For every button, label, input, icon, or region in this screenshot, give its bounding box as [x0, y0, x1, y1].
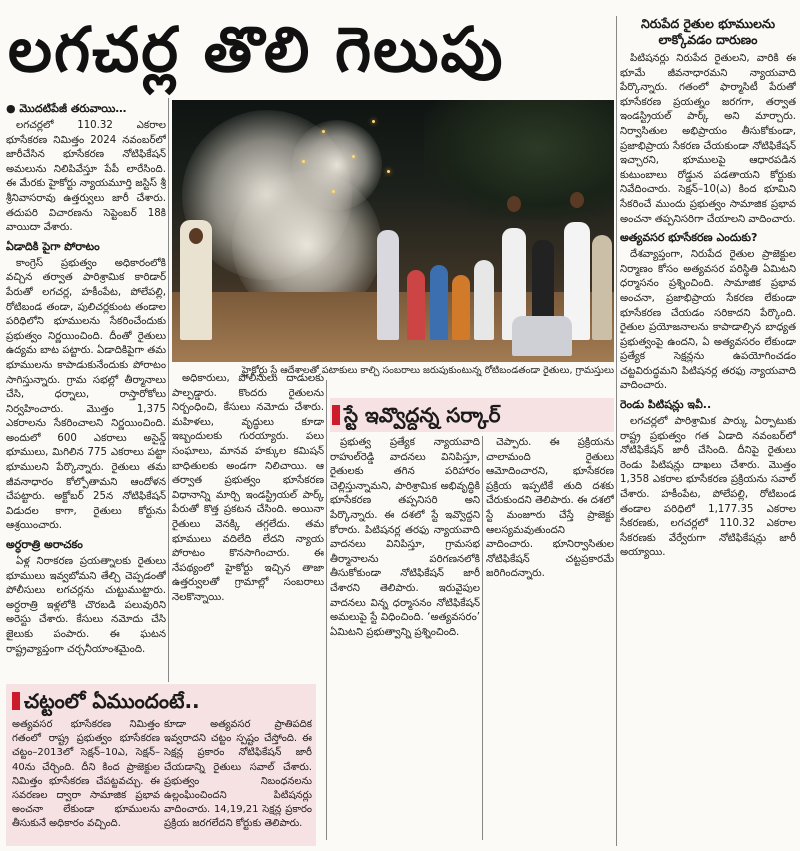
subheadline-no-stay [330, 398, 614, 432]
article-paragraph: ప్రభుత్వ ప్రత్యేక న్యాయవాది రాహుల్‌రెడ్డి వాదనలు వినిపిస్తూ, రైతులకు తగిన పరిహారం చెల్లిస్తున్నామని, పారిశ్రామిక అభివృద్ధికి భూసేకరణ తప్పనిసరి అని పేర్కొన్నారు. ఈ దశలో స్టే ఇవ్వొద్దని కోరారు. పిటిషనర్ల తరఫు న్యాయవాది వాదనలు వినిపిస్తూ, గ్రామసభ తీర్మానాలను పరిగణనలోకి తీసుకోకుండా నోటిఫికేషన్ జారీ చేశారని తెలిపారు. ఇరువైపుల వాదనలు విన్న ధర్మాసనం నోటిఫికేషన్ అమలుపై స్టే విధించింది. ‘అత్యవసరం’ ఏమిటని ప్రభుత్వాన్ని ప్రశ్నించింది. [330, 437, 480, 638]
red-marker [12, 692, 20, 710]
photo-caption: హైకోర్టు స్టే ఆదేశాలతో పటాకులు కాల్చి సంబరాలు జరుపుకుంటున్న రోటిబండతండా రైతులు, గ్రామస్తులు [241, 365, 614, 376]
article-paragraph: పిటిషనర్లు నిరుపేద రైతులని, వారికి ఈ భూమే జీవనాధారమని న్యాయవాది పేర్కొన్నారు. గతంలో ఫార్మాసిటీ పేరుతో భూసేకరణ ప్రయత్నం జరగగా, తర్వాత ఇండస్ట్రియల్ పార్క్ అని మార్చారు. నిర్వాసితుల అభిప్రాయం తీసుకోకుండా, ప్రజాభిప్రాయ సేకరణ చేయకుండా నోటిఫికేషన్ ఇచ్చారని, భూములపై ఆధారపడిన కుటుంబాలు రోడ్డున పడతాయని కోర్టుకు నివేదించారు. సెక్షన్–10(ఎ) కింద భూమిని సేకరించే ముందు ప్రభుత్వం సామాజిక ప్రభావ అంచనా తప్పనిసరిగా చేయాలని వాదించారు. [620, 53, 796, 225]
celebration-photo [172, 100, 614, 362]
middle-column-3 [486, 436, 614, 842]
law-explainer-box [6, 684, 316, 846]
subheading-urgent: అత్యవసర భూసేకరణ ఎందుకు? [620, 231, 758, 245]
column-divider [168, 98, 169, 682]
article-paragraph: అధికారులు, పోలీసులు దాడులకు పాల్పడ్డారు. కొందరు రైతులను నిర్బంధించి, కేసులు నమోదు చేశారు. మహిళలు, వృద్ధులు కూడా ఇబ్బందులకు గురయ్యారు. పలు సంఘాలు, మానవ హక్కుల కమిషన్ బాధితులకు అండగా నిలిచాయి. ఆ తర్వాత ప్రభుత్వం భూసేకరణ విధానాన్ని మార్చి ఇండస్ట్రియల్ పార్క్ పేరుతో కొత్త ప్రకటన చేసింది. అయినా రైతులు వెనక్కి తగ్గలేదు. తమ భూములు వదిలేది లేదని న్యాయ పోరాటం కొనసాగించారు. ఈ నేపథ్యంలో హైకోర్టు ఇచ్చిన తాజా ఉత్తర్వులతో గ్రామాల్లో సంబరాలు నెలకొన్నాయి. [172, 373, 324, 603]
photo-person [407, 270, 425, 340]
article-paragraph: లగచర్లలో 110.32 ఎకరాల భూసేకరణ నిమిత్తం 2024 నవంబర్‌లో జారీచేసిన భూసేకరణ నోటిఫికేషన్ అమలును నిలిపివేస్తూ పేపీ లారేసింది. ఈ మేరకు హైకోర్టు న్యాయమూర్తి జస్టిస్ శ్రీ శ్రీనివాసరావు ఉత్తర్వులు జారీ చేశారు. తదుపరి విచారణను సెప్టెంబర్ 18కి వాయిదా వేశారు. [6, 120, 166, 234]
subheading-petitions: రెండు పిటిషన్లు ఇవీ.. [620, 398, 712, 412]
photo-person [474, 260, 494, 340]
right-column [620, 16, 796, 848]
subheadline-text: స్టే ఇవ్వొద్దన్న సర్కార్ [344, 403, 501, 427]
article-paragraph: లగచర్లలో పారిశ్రామిక పార్కు ఏర్పాటుకు రాష్ట్ర ప్రభుత్వం గత ఏడాది నవంబర్‌లో నోటిఫికేషన్ జారీ చేసింది. దీనిపై రైతులు రెండు పిటిషన్లు దాఖలు చేశారు. మొత్తం 1,358 ఎకరాల భూసేకరణ ప్రక్రియను సవాల్ చేశారు. హకీంపేట, పోలేపల్లి, రోటిబండ తండాల పరిధిలో 1,177.35 ఎకరాల సేకరణకు, లగచర్లలో 110.32 ఎకరాల సేకరణకు వేర్వేరుగా నోటిఫికేషన్లు జారీ అయ్యాయి. [620, 416, 796, 559]
box-column-2: కూడా అత్యవసర ప్రాతిపదిక ఇవ్వరాదని చట్టం స్పష్టం చేస్తోంది. ఈ సెక్షన్ల ప్రకారం నోటిఫికేషన్ జారీ చేయడాన్ని రైతులు సవాల్ చేశారు. ప్రభుత్వం నిబంధనలను ఉల్లంఘించిందని పిటిషనర్లు వాదించారు. 14,19,21 సెక్షన్ల ప్రకారం ప్రక్రియ జరగలేదని కోర్టుకు తెలిపారు. [164, 719, 312, 830]
photo-person-head [189, 228, 203, 244]
photo-spark [302, 160, 305, 163]
continuation-kicker: ● మొదటిపేజీ తరువాయి… [6, 102, 127, 115]
column-divider [326, 380, 327, 840]
photo-spark [387, 170, 390, 173]
red-marker [332, 405, 340, 425]
article-paragraph: ఏళ్ల నిరాకరణ ప్రయత్నాలకు రైతులు భూములు ఇవ్వబోమని తేల్చి చెప్పడంతో పోలీసులు లగచర్లను చుట్టుముట్టారు. అర్ధరాత్రి ఇళ్లలోకి చొరబడి పలువురిని అరెస్టు చేశారు. కేసులు నమోదు చేసి జైలుకు పంపారు. ఈ ఘటన రాష్ట్రవ్యాప్తంగా చర్చనీయాంశమైంది. [6, 556, 166, 655]
photo-spark [372, 120, 375, 123]
photo-spark [322, 130, 325, 133]
photo-person-head [507, 196, 521, 212]
box-column-1: అత్యవసర భూసేకరణ నిమిత్తం గతంలో రాష్ట్ర ప్రభుత్వం భూసేకరణ చట్టం–2013లో సెక్షన్–10ఎ, సెక్షన్–40ను చేర్చింది. దీని కింద ప్రాజెక్టుల నిమిత్తం భూసేకరణ చేపట్టవచ్చు. ఈ సవరణల ద్వారా సామాజిక ప్రభావ అంచనా లేకుండా భూములను తీసుకునే అధికారం వచ్చింది. [12, 719, 160, 830]
box-title-text: చట్టంలో ఏముందంటే.. [24, 689, 200, 713]
right-column-heading: నిరుపేద రైతుల భూములను లాక్కోవడం దారుణం [640, 16, 776, 47]
photo-spark [332, 190, 335, 193]
column-divider [482, 436, 483, 840]
photo-person [377, 230, 399, 340]
box-title [12, 686, 312, 716]
photo-person-head [570, 192, 584, 208]
photo-person [592, 235, 612, 340]
subheading-midnight: అర్ధరాత్రి అరాచకం [6, 538, 83, 552]
article-paragraph: కాంగ్రెస్ ప్రభుత్వం అధికారంలోకి వచ్చిన తర్వాత పారిశ్రామిక కారిడార్ పేరుతో లగచర్ల, హకీంపేట, పోలేపల్లి, రోటిబండ తండా, పులిచర్లకుంట తండాల పరిధిలోని భూములను సేకరించేందుకు ప్రభుత్వం నిర్ణయించింది. దీంతో రైతులు ఉద్యమ బాట పట్టారు. ఏడాదికిపైగా తమ భూములను కాపాడుకునేందుకు పోరాటం సాగిస్తున్నారు. గ్రామ సభల్లో తీర్మానాలు చేసి, ధర్నాలు, రాస్తారోకోలు నిర్వహించారు. మొత్తం 1,375 ఎకరాలను సేకరించాలని నిర్ణయించింది. అందులో 600 ఎకరాలు అసైన్డ్ భూములు, మిగిలిన 775 ఎకరాలు పట్టా భూములని పేర్కొన్నారు. రైతులు తమ జీవనాధారం కోల్పోతామని ఆందోళన చేపట్టారు. అక్టోబర్ 25న నోటిఫికేషన్ విడుదల కాగా, రైతులు కోర్టును ఆశ్రయించారు. [6, 257, 166, 532]
photo-person [452, 275, 470, 340]
column-divider [616, 16, 617, 846]
page-headline: లగచర్ల తొలి గెలుపు [8, 13, 505, 86]
photo-smoke [292, 120, 382, 210]
left-column [6, 98, 166, 686]
article-paragraph: చెప్పారు. ఈ ప్రక్రియను చాలామంది రైతులు ఆమోదించారని, భూసేకరణ ప్రక్రియ ఇప్పటికే తుది దశకు చేరుకుందని తెలిపారు. ఈ దశలో స్టే మంజూరు చేస్తే ప్రాజెక్టు ఆలస్యమవుతుందని వాదించారు. భూనిర్వాసితుల నోటిఫికేషన్ చట్టప్రకారమే జరిగిందన్నారు. [486, 437, 614, 580]
photo-spark [352, 155, 355, 158]
photo-person [430, 265, 448, 340]
article-paragraph: దేశవ్యాప్తంగా, నిరుపేద రైతుల ప్రాజెక్టుల నిర్మాణం కోసం అత్యవసర పరిస్థితి ఏమిటని ధర్మాసనం ప్రశ్నించింది. సామాజిక ప్రభావ అంచనా, ప్రజాభిప్రాయ సేకరణ లేకుండా భూసేకరణ చేయడం సరికాదని పేర్కొంది. రైతుల ప్రయోజనాలను కాపాడాల్సిన బాధ్యత ప్రభుత్వంపై ఉందని, ఏ అత్యవసరం లేకుండా ప్రత్యేక సెక్షన్లను ఉపయోగించడం చట్టవిరుద్ధమని పిటిషనర్ల తరఫు న్యాయవాది వాదించారు. [620, 249, 796, 392]
middle-column-2 [330, 436, 480, 822]
photo-person-sitting [512, 316, 572, 356]
subheading-struggle: ఏడాదికి పైగా పోరాటం [6, 239, 100, 253]
